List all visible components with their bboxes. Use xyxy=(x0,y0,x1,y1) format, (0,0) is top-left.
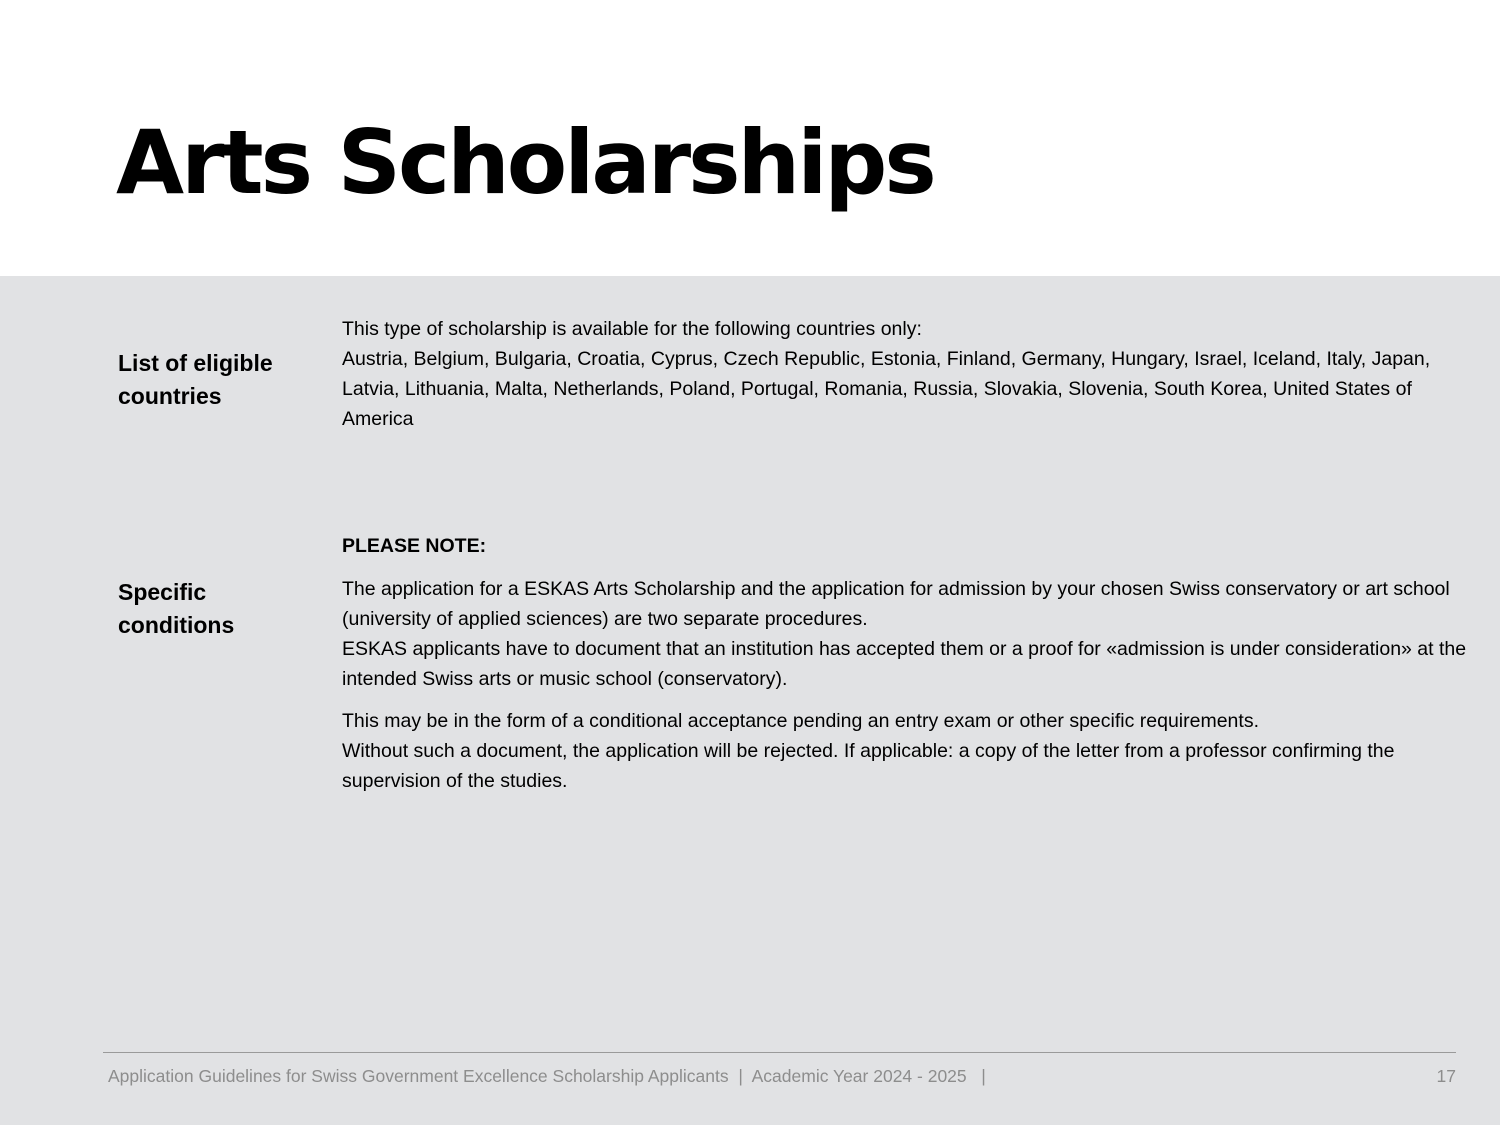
eligible-countries-text xyxy=(342,314,1467,434)
footer-divider xyxy=(103,1052,1456,1053)
page-number: 17 xyxy=(1436,1066,1456,1086)
page-title: Arts Scholarships xyxy=(116,111,934,214)
specific-conditions-text xyxy=(342,531,1467,796)
conditions-paragraph-3: This may be in the form of a conditional acceptance pending an entry exam or other specific requirements. xyxy=(342,710,1259,732)
countries-intro: This type of scholarship is available for the following countries only: xyxy=(342,318,922,340)
conditions-paragraph-2: ESKAS applicants have to document that an institution has accepted them or a proof for «admission is under consideration» at the intended Swiss arts or music school (conservatory). xyxy=(342,638,1467,690)
please-note-heading: PLEASE NOTE: xyxy=(342,535,487,557)
eligible-countries-label: List of eligible countries xyxy=(118,350,273,409)
footer-text: Application Guidelines for Swiss Government Excellence Scholarship Applicants | Academic Year 2024 - 2025 | xyxy=(108,1066,986,1086)
title-header xyxy=(0,0,1500,276)
conditions-paragraph-1: The application for a ESKAS Arts Scholarship and the application for admission by your chosen Swiss conservatory or art school (university of applied sciences) are two separate procedures. xyxy=(342,578,1450,630)
countries-list: Austria, Belgium, Bulgaria, Croatia, Cyprus, Czech Republic, Estonia, Finland, Germany, Hungary, Israel, Iceland, Italy, Japan, Latvia, Lithuania, Malta, Netherlands, Poland, Portugal, Romania, Russia, Slovakia, Slovenia, South Korea, United States of America xyxy=(342,348,1431,430)
conditions-paragraph-4: Without such a document, the application will be rejected. If applicable: a copy of the letter from a professor confirming the supervision of the studies. xyxy=(342,740,1395,792)
content-panel xyxy=(0,276,1500,1125)
specific-conditions-label: Specific conditions xyxy=(118,579,235,638)
